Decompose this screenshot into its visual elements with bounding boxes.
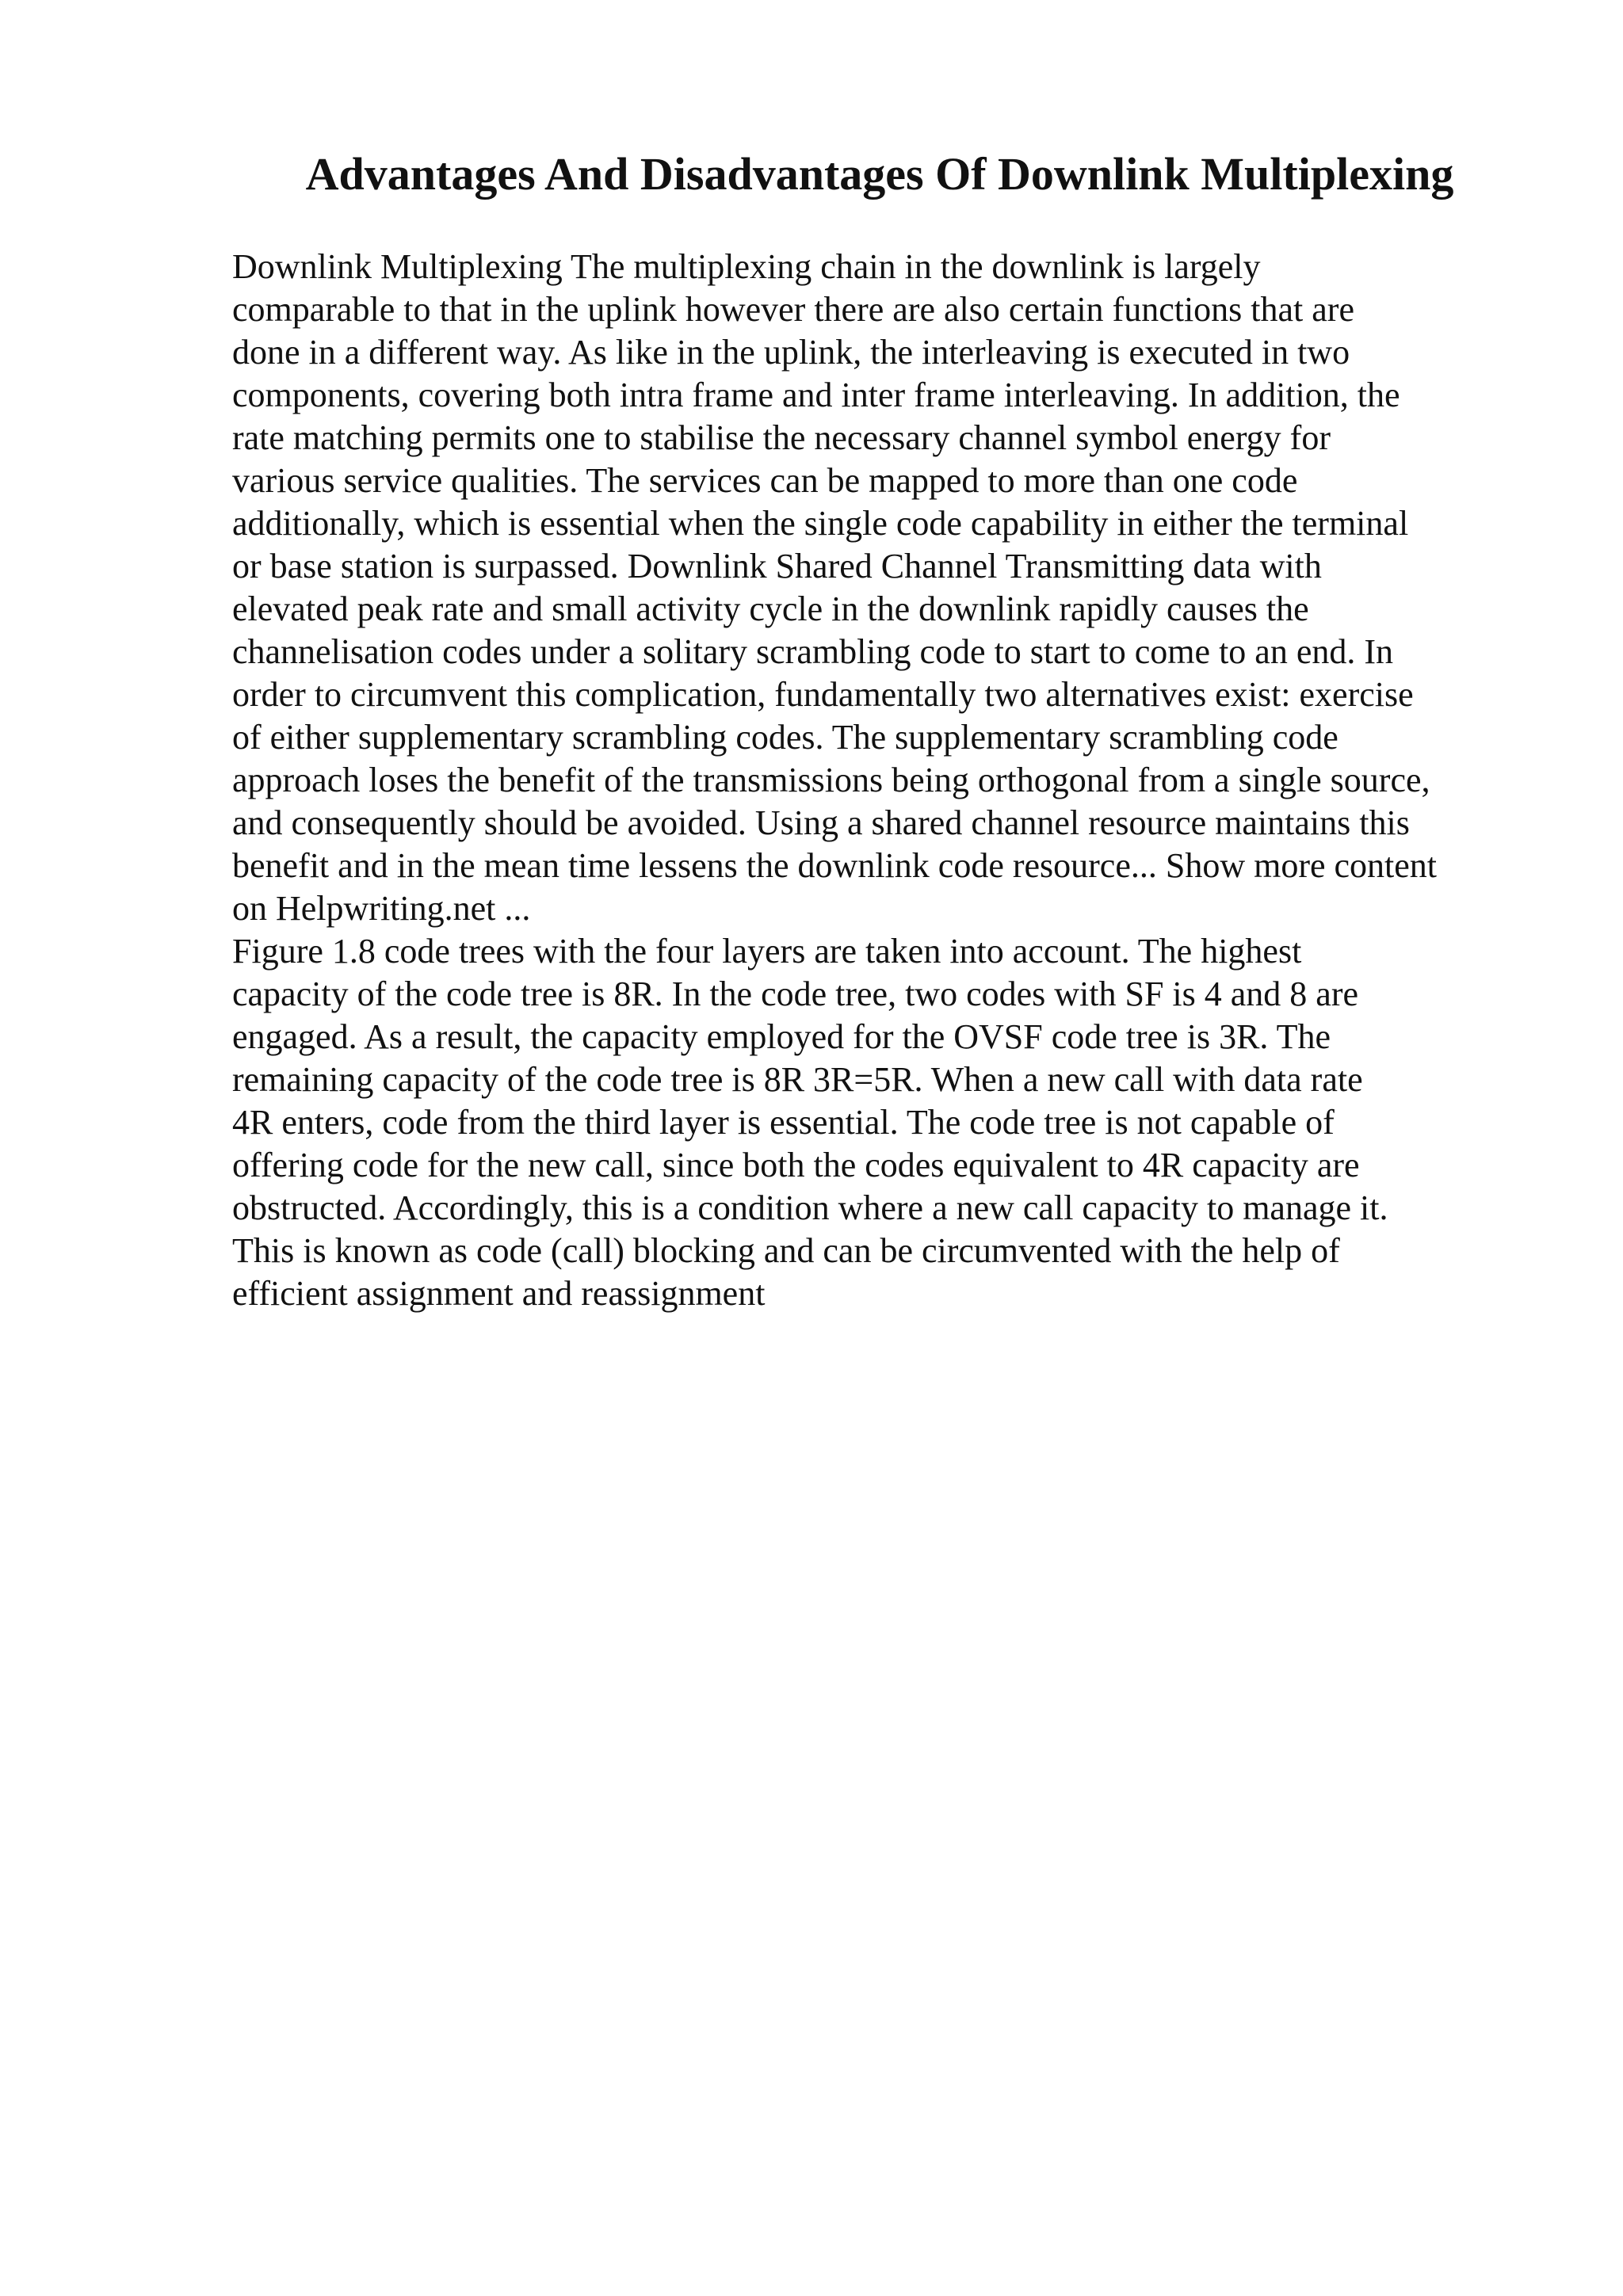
text-line: engaged. As a result, the capacity employed for the OVSF code tree is 3R. The (232, 1017, 1331, 1056)
text-line: of either supplementary scrambling codes. The supplementary scrambling code (232, 718, 1338, 757)
text-line: capacity of the code tree is 8R. In the code tree, two codes with SF is 4 and 8 are (232, 974, 1358, 1013)
text-line: benefit and in the mean time lessens the downlink code resource... Show more content (232, 846, 1438, 885)
text-line: obstructed. Accordingly, this is a condition where a new call capacity to manage it. (232, 1188, 1388, 1227)
text-line: comparable to that in the uplink however there are also certain functions that are (232, 290, 1354, 329)
text-line: efficient assignment and reassignment (232, 1274, 766, 1313)
text-line: Downlink Multiplexing The multiplexing chain in the downlink is largely (232, 247, 1261, 286)
text-line: This is known as code (call) blocking and can be circumvented with the help of (232, 1231, 1340, 1270)
document-title: Advantages And Disadvantages Of Downlink Multiplexing (305, 148, 1454, 200)
paragraph-code-tree (232, 930, 1532, 1315)
text-line: done in a different way. As like in the uplink, the interleaving is executed in two (232, 333, 1350, 372)
document-body (232, 246, 1532, 1315)
text-line: on Helpwriting.net ... (232, 889, 531, 928)
text-line: channelisation codes under a solitary scrambling code to start to come to an end. In (232, 632, 1393, 671)
paragraph-downlink-multiplexing (232, 246, 1532, 930)
text-line: rate matching permits one to stabilise the necessary channel symbol energy for (232, 418, 1331, 457)
text-line: various service qualities. The services can be mapped to more than one code (232, 461, 1298, 500)
text-line: remaining capacity of the code tree is 8R 3R=5R. When a new call with data rate (232, 1060, 1363, 1099)
text-line: Figure 1.8 code trees with the four layers are taken into account. The highest (232, 932, 1302, 971)
text-line: components, covering both intra frame and inter frame interleaving. In addition, the (232, 376, 1400, 414)
text-line: approach loses the benefit of the transmissions being orthogonal from a single source, (232, 761, 1430, 799)
text-line: or base station is surpassed. Downlink Shared Channel Transmitting data with (232, 547, 1322, 585)
text-line: and consequently should be avoided. Using a shared channel resource maintains this (232, 803, 1410, 842)
text-line: elevated peak rate and small activity cycle in the downlink rapidly causes the (232, 589, 1309, 628)
text-line: 4R enters, code from the third layer is essential. The code tree is not capable of (232, 1103, 1335, 1142)
text-line: offering code for the new call, since both the codes equivalent to 4R capacity are (232, 1146, 1360, 1184)
text-line: order to circumvent this complication, fundamentally two alternatives exist: exercise (232, 675, 1414, 714)
text-line: additionally, which is essential when the single code capability in either the terminal (232, 504, 1409, 543)
